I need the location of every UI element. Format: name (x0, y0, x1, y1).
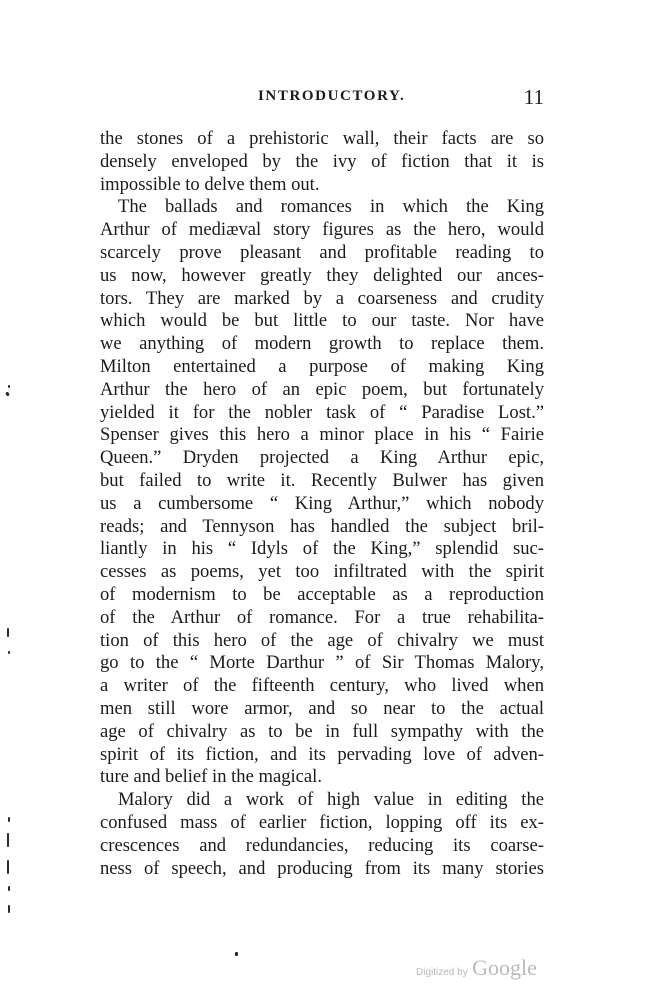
text-line: men still wore armor, and so near to the actual (100, 697, 544, 719)
watermark-brand: Google (472, 955, 537, 980)
text-line: ture and belief in the magical. (100, 766, 322, 788)
text-line: of the Arthur of romance. For a true rehabilita- (100, 606, 544, 628)
text-line: Spenser gives this hero a minor place in his “ Fairie (100, 424, 544, 446)
scan-speck (7, 628, 9, 637)
scan-speck (5, 392, 10, 397)
text-line: spirit of its fiction, and its pervading love of adven- (100, 743, 544, 765)
text-line: of modernism to be acceptable as a reproduction (100, 583, 544, 605)
scan-speck (8, 651, 10, 654)
text-line: Milton entertained a purpose of making King (100, 355, 544, 377)
text-line: Arthur the hero of an epic poem, but fortunately (100, 378, 544, 400)
text-line: tion of this hero of the age of chivalry we must (100, 629, 544, 651)
scan-speck (8, 385, 10, 388)
text-line: we anything of modern growth to replace them. (100, 333, 544, 355)
text-line: yielded it for the nobler task of “ Paradise Lost.” (100, 401, 544, 423)
scan-speck (7, 860, 9, 874)
scan-speck (8, 905, 10, 913)
running-title: INTRODUCTORY. (258, 88, 406, 104)
text-line: Malory did a work of high value in editing the (118, 789, 544, 811)
scan-speck (235, 952, 238, 956)
watermark-prefix: Digitized by (416, 967, 468, 978)
digitized-by-google-watermark (416, 955, 537, 981)
text-line: ness of speech, and producing from its many stories (100, 857, 544, 879)
text-line: go to the “ Morte Darthur ” of Sir Thomas Malory, (100, 652, 544, 674)
text-line: scarcely prove pleasant and profitable reading to (100, 241, 544, 263)
text-line: but failed to write it. Recently Bulwer has given (100, 469, 544, 491)
text-line: the stones of a prehistoric wall, their facts are so (100, 128, 544, 149)
text-line: us now, however greatly they delighted our ances- (100, 264, 544, 286)
text-line: Queen.” Dryden projected a King Arthur epic, (100, 447, 544, 469)
text-line: liantly in his “ Idyls of the King,” splendid suc- (100, 538, 544, 560)
text-line: reads; and Tennyson has handled the subject bril- (100, 515, 544, 537)
scan-speck (8, 886, 10, 891)
text-line: The ballads and romances in which the King (118, 196, 544, 218)
text-line: Arthur of mediæval story figures as the hero, would (100, 219, 544, 241)
scan-speck (7, 833, 9, 847)
text-line: a writer of the fifteenth century, who lived when (100, 675, 544, 697)
text-line: tors. They are marked by a coarseness and crudity (100, 287, 544, 309)
page-number: 11 (523, 85, 544, 109)
scan-speck (8, 817, 10, 822)
text-line: age of chivalry as to be in full sympathy with the (100, 720, 544, 742)
text-line: crescences and redundancies, reducing its coarse- (100, 834, 544, 856)
text-line: densely enveloped by the ivy of fiction that it is (100, 150, 544, 172)
running-head (100, 85, 544, 110)
text-line: which would be but little to our taste. Nor have (100, 310, 544, 332)
body-text (100, 128, 544, 880)
text-line: impossible to delve them out. (100, 173, 320, 195)
text-line: us a cumbersome “ King Arthur,” which nobody (100, 492, 544, 514)
text-line: confused mass of earlier fiction, lopping off its ex- (100, 811, 544, 833)
text-line: cesses as poems, yet too infiltrated with the spirit (100, 561, 544, 583)
